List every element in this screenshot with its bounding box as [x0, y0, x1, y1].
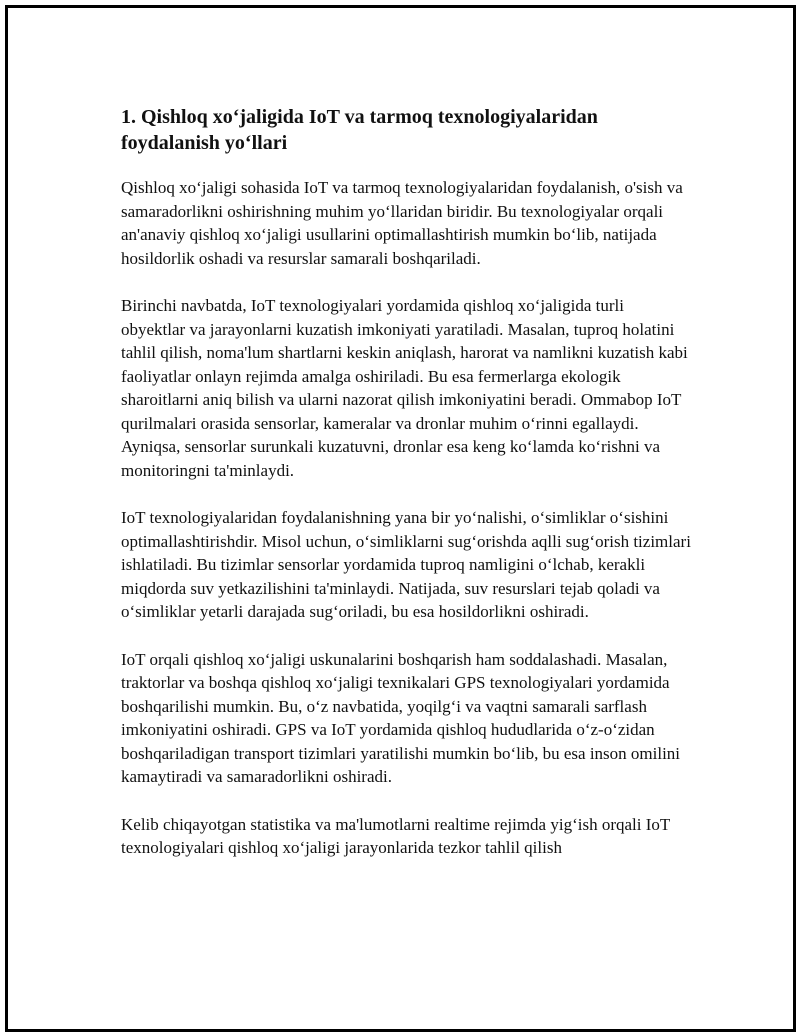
- paragraph-1: Qishloq xo‘jaligi sohasida IoT va tarmoq texnologiyalaridan foydalanish, o'sish va samaradorlikni oshirishning muhim yo‘llaridan biridir. Bu texnologiyalar orqali an'anaviy qishloq xo‘jaligi usullarini optimallashtirish mumkin bo‘lib, natijada hosildorlik oshadi va resurslar samarali boshqariladi.: [121, 178, 683, 268]
- document-body: [121, 104, 691, 884]
- paragraph-2: Birinchi navbatda, IoT texnologiyalari yordamida qishloq xo‘jaligida turli obyektlar va jarayonlarni kuzatish imkoniyati yaratiladi. Masalan, tuproq holatini tahlil qilish, noma'lum shartlarni keskin aniqlash, harorat va namlikni kuzatish kabi faoliyatlar onlayn rejimda amalga oshiriladi. Bu esa fermerlarga ekologik sharoitlarni aniq bilish va ularni nazorat qilish imkoniyatini beradi. Ommabop IoT qurilmalari orasida sensorlar, kameralar va dronlar muhim o‘rinni egallaydi. Ayniqsa, sensorlar surunkali kuzatuvni, dronlar esa keng ko‘lamda ko‘rishni va monitoringni ta'minlaydi.: [121, 296, 688, 480]
- section-heading: 1. Qishloq xo‘jaligida IoT va tarmoq texnologiyalaridan foydalanish yo‘llari: [121, 106, 598, 154]
- page-frame: [5, 5, 796, 1032]
- paragraph-5: Kelib chiqayotgan statistika va ma'lumotlarni realtime rejimda yig‘ish orqali IoT texnologiyalari qishloq xo‘jaligi jarayonlarida tezkor tahlil qilish: [121, 814, 670, 857]
- paragraph-3: IoT texnologiyalaridan foydalanishning yana bir yo‘nalishi, o‘simliklar o‘sishini optimallashtirishdir. Misol uchun, o‘simliklarni sug‘orishda aqlli sug‘orish tizimlari ishlatiladi. Bu tizimlar sensorlar yordamida tuproq namligini o‘lchab, kerakli miqdorda suv yetkazilishini ta'minlaydi. Natijada, suv resurslari tejab qoladi va o‘simliklar yetarli darajada sug‘oriladi, bu esa hosildorlikni oshiradi.: [121, 508, 691, 621]
- paragraph-4: IoT orqali qishloq xo‘jaligi uskunalarini boshqarish ham soddalashadi. Masalan, traktorlar va boshqa qishloq xo‘jaligi texnikalari GPS texnologiyalari yordamida boshqarilishi mumkin. Bu, o‘z navbatida, yoqilg‘i va vaqtni samarali sarflash imkoniyatini oshiradi. GPS va IoT yordamida qishloq hududlarida o‘z-o‘zidan boshqariladigan transport tizimlari yaratilishi mumkin bo‘lib, bu esa inson omilini kamaytiradi va samaradorlikni oshiradi.: [121, 649, 681, 786]
